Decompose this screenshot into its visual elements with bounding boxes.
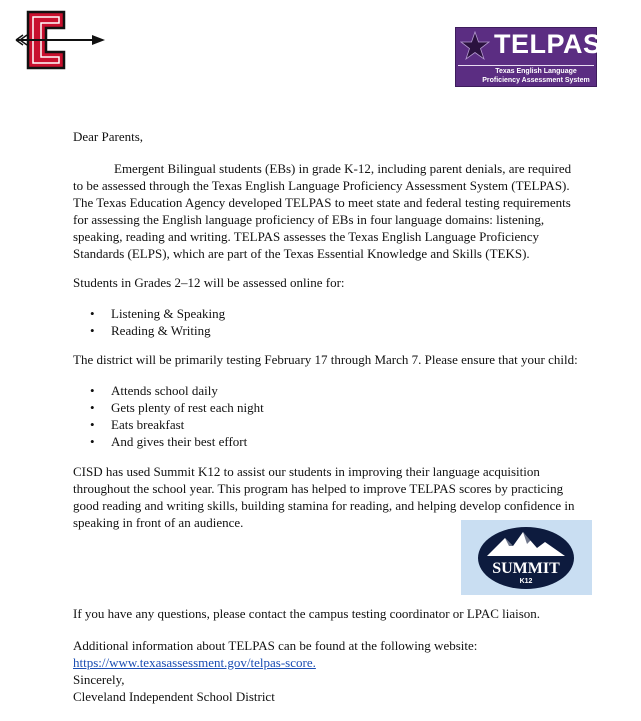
cisd-paragraph: CISD has used Summit K12 to assist our students in improving their language acquisition throughout the school year. This program has helped to improve TELPAS scores by practicing good reading and writing skills, building stamina for reading, and helping develop confidence in speaking in front of an audience.	[73, 464, 575, 530]
summit-name: SUMMIT	[492, 560, 560, 577]
assessed-domains-list	[73, 305, 225, 339]
questions-line: If you have any questions, please contact the campus testing coordinator or LPAC liaison.	[73, 606, 541, 621]
list-item: • And gives their best effort	[73, 433, 264, 450]
summit-k12-logo	[461, 520, 592, 595]
telpas-subtitle: Texas English Language Proficiency Assessment System	[482, 68, 590, 84]
star-icon	[460, 31, 490, 61]
closing: Sincerely,	[73, 672, 125, 687]
salutation: Dear Parents,	[73, 129, 144, 144]
list-item: • Listening & Speaking	[73, 305, 225, 322]
list-item: • Eats breakfast	[73, 416, 264, 433]
list-item: • Gets plenty of rest each night	[73, 399, 264, 416]
signature: Cleveland Independent School District	[73, 689, 275, 704]
list-item: • Reading & Writing	[73, 322, 225, 339]
summit-sub: K12	[519, 578, 533, 585]
district-dates: The district will be primarily testing February 17 through March 7. Please ensure that your child:	[73, 352, 578, 367]
telpas-divider	[458, 65, 594, 66]
telpas-brand: TELPAS	[494, 29, 602, 59]
checklist	[73, 382, 264, 450]
intro-paragraph: Emergent Bilingual students (EBs) in grade K-12, including parent denials, are required to be assessed through the Texas English Language Proficiency Assessment System (TELPAS). The Texas Education Agency developed TELPAS to meet state and federal testing requirements for assessing the English language proficiency of EBs in four language domains: listening, speaking, reading and writing. TELPAS assesses the Texas English Language Proficiency Standards (ELPS), which are part of the Texas Essential Knowledge and Skills (TEKS).	[73, 161, 572, 261]
telpas-website-link[interactable]: https://www.texasassessment.gov/telpas-score.	[73, 655, 316, 670]
telpas-logo	[455, 27, 602, 87]
list-item: • Attends school daily	[73, 382, 264, 399]
additional-info: Additional information about TELPAS can be found at the following website:	[73, 638, 478, 653]
district-logo-icon	[14, 10, 106, 70]
students-intro: Students in Grades 2–12 will be assessed online for:	[73, 275, 345, 290]
